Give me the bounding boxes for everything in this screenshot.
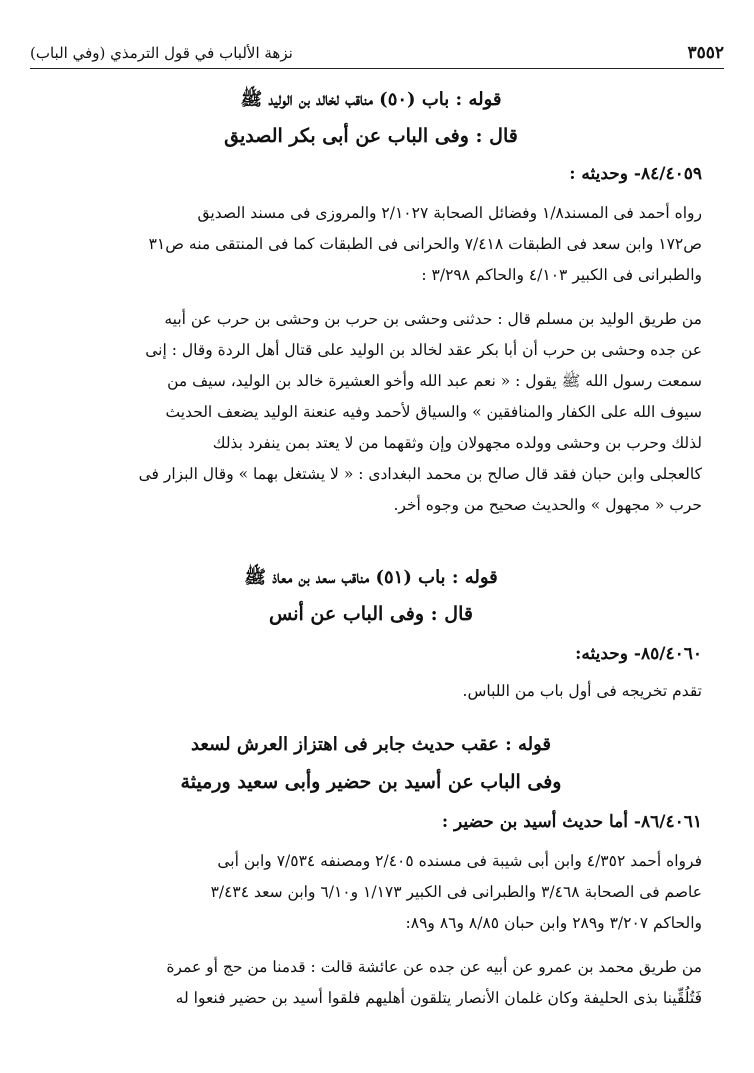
section-3-paragraph-1	[40, 846, 702, 939]
page-number: ٣٥٥٢	[687, 43, 724, 63]
section-2-paragraph-1	[40, 676, 702, 707]
section-1-paragraph-2	[40, 304, 702, 521]
text-line: والطبرانى فى الكبير ٤/١٠٣ والحاكم ٣/٢٩٨ :	[421, 266, 702, 284]
text-line: رواه أحمد فى المسند١/٨ وفضائل الصحابة ٢/١٠٢٧ والمروزى فى مسند الصديق	[197, 204, 702, 222]
text-line: والحاكم ٣/٢٠٧ و٢٨٩ وابن حبان ٨/٨٥ و٨٦ و٨٩:	[405, 914, 702, 932]
text-line: سيوف الله على الكفار والمنافقين » والسياق لأحمد وفيه عنعنة الوليد يضعف الحديث	[165, 403, 702, 421]
section-3-heading: قوله : عقب حديث جابر فى اهتزاز العرش لسعد	[190, 734, 552, 755]
running-header	[30, 38, 724, 69]
section-3-subheading: وفى الباب عن أسيد بن حضير وأبى سعيد ورميثة	[180, 771, 562, 793]
text-line: سمعت رسول الله ﷺ يقول : « نعم عبد الله وأخو العشيرة خالد بن الوليد، سيف من	[167, 372, 702, 390]
section-3-hadith-label: ٨٦/٤٠٦١- أما حديث أسيد بن حضير :	[441, 812, 702, 832]
section-2-hadith-label: ٨٥/٤٠٦٠- وحديثه:	[575, 644, 702, 664]
section-3-paragraph-2	[40, 952, 702, 1014]
section-1-hadith-label: ٨٤/٤٠٥٩- وحديثه :	[569, 164, 702, 184]
section-2-heading: قوله : باب (٥١) مناقب سعد بن معاذ ﷺ	[244, 567, 498, 588]
text-line: عاصم فى الصحابة ٣/٤٦٨ والطبرانى فى الكبير ١/١٧٣ و٦/١٠ وابن سعد ٣/٤٣٤	[210, 883, 702, 901]
text-line: تقدم تخريجه فى أول باب من اللباس.	[462, 682, 702, 700]
text-line: عن جده وحشى بن حرب أن أبا بكر عقد لخالد بن الوليد على قتال أهل الردة وقال : إنى	[145, 341, 702, 359]
section-2-subheading: قال : وفى الباب عن أنس	[269, 603, 473, 625]
text-line: كالعجلى وابن حبان فقد قال صالح بن محمد البغدادى : « لا يشتغل بهما » وقال البزار فى	[138, 465, 702, 483]
text-line: من طريق محمد بن عمرو عن أبيه عن جده عن عائشة قالت : قدمنا من حج أو عمرة	[166, 958, 702, 976]
text-line: من طريق الوليد بن مسلم قال : حدثنى وحشى بن حرب بن وحشى بن حرب عن أبيه	[164, 310, 702, 328]
text-line: لذلك وحرب بن وحشى وولده مجهولان وإن وثقهما من لا يعتد بمن ينفرد بذلك	[212, 434, 702, 452]
section-1-heading: قوله : باب (٥٠) مناقب لخالد بن الوليد ﷺ	[240, 89, 502, 110]
book-title: نزهة الألباب في قول الترمذي (وفي الباب)	[30, 44, 293, 62]
text-line: حرب « مجهول » والحديث صحيح من وجوه أخر.	[393, 496, 702, 514]
section-1-subheading: قال : وفى الباب عن أبى بكر الصديق	[224, 125, 518, 147]
section-1-paragraph-1	[40, 198, 702, 291]
text-line: فَتُلُقِّينا بذى الحليفة وكان غلمان الأنصار يتلقون أهليهم فلقوا أسيد بن حضير فنعوا له	[175, 989, 702, 1007]
text-line: ص١٧٢ وابن سعد فى الطبقات ٧/٤١٨ والحرانى فى الطبقات كما فى المنتقى منه ص٣١	[148, 235, 702, 253]
text-line: فرواه أحمد ٤/٣٥٢ وابن أبى شيبة فى مسنده ٢/٤٠٥ ومصنفه ٧/٥٣٤ وابن أبى	[217, 852, 702, 870]
